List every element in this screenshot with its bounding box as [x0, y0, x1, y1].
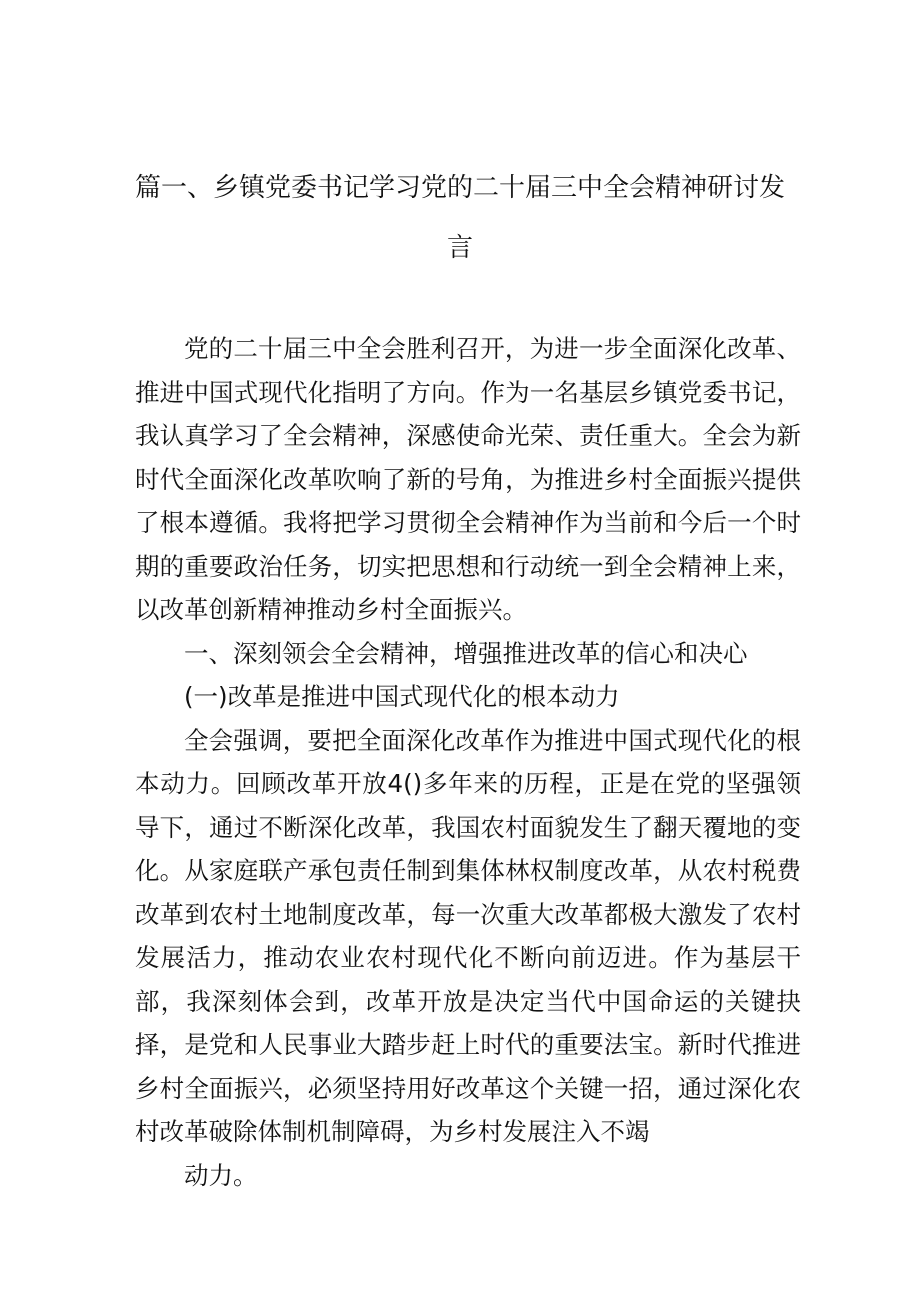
paragraph-reform: 全会强调，要把全面深化改革作为推进中国式现代化的根本动力。回顾改革开放4()多年来的历程，正是在党的坚强领导下，通过不断深化改革，我国农村面貌发生了翻天覆地的变化。从家庭联产承包责任制到集体林权制度改革，从农村税费改革到农村土地制度改革，每一次重大改革都极大激发了农村发展活力，推动农业农村现代化不断向前迈进。作为基层干部，我深刻体会到，改革开放是决定当代中国命运的关键抉择，是党和人民事业大踏步赶上时代的重要法宝。新时代推进乡村全面振兴，必须坚持用好改革这个关键一招，通过深化农村改革破除体制机制障碍，为乡村发展注入不竭: [135, 725, 801, 1146]
paragraph-intro: 党的二十届三中全会胜利召开，为进一步全面深化改革、推进中国式现代化指明了方向。作为一名基层乡镇党委书记，我认真学习了全会精神，深感使命光荣、责任重大。全会为新时代全面深化改革吹响了新的号角，为推进乡村全面振兴提供了根本遵循。我将把学习贯彻全会精神作为当前和今后一个时期的重要政治任务，切实把思想和行动统一到全会精神上来，以改革创新精神推动乡村全面振兴。: [135, 334, 801, 624]
paragraph-continuation: 动力。: [184, 1160, 258, 1190]
document-body: [135, 327, 801, 1197]
section-heading-1: 一、深刻领会全会精神，增强推进改革的信心和决心: [184, 638, 748, 668]
document-title-line-1: 篇一、乡镇党委书记学习党的二十届三中全会精神研讨发: [135, 173, 786, 203]
subsection-heading-1: (一)改革是推进中国式现代化的根本动力: [184, 682, 620, 711]
document-title-line-2: 言: [446, 233, 473, 263]
